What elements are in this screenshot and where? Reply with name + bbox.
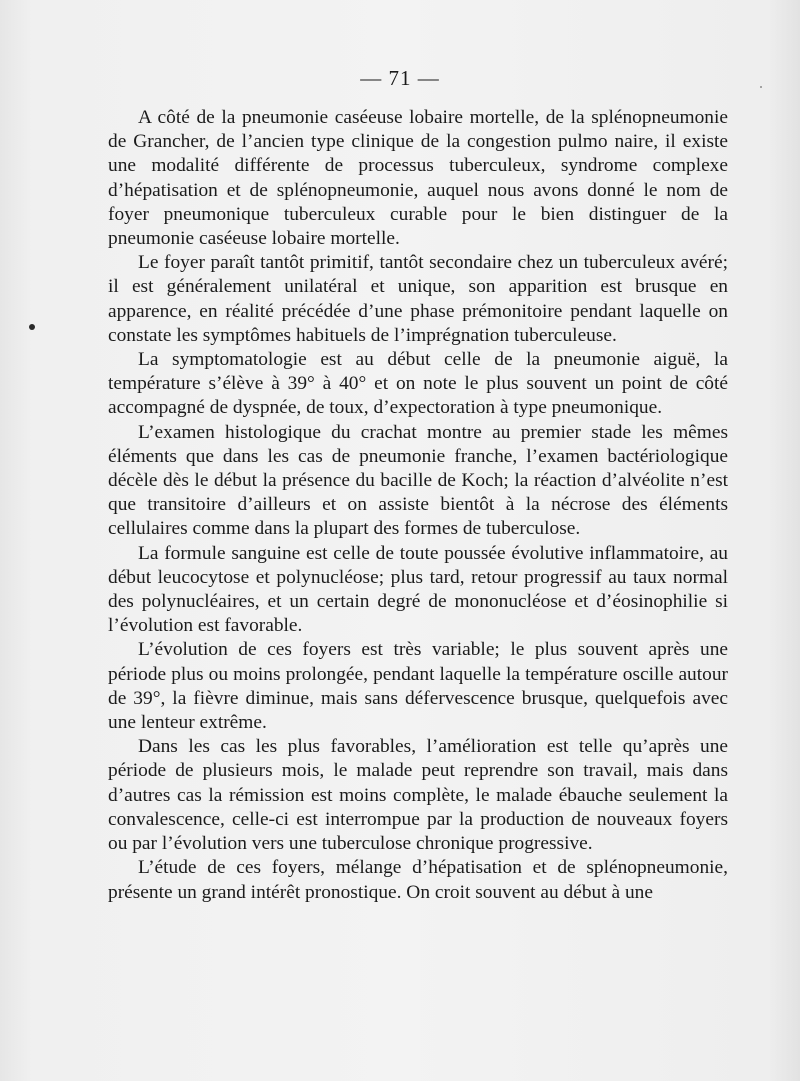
ink-spot xyxy=(29,324,35,330)
paragraph: L’étude de ces foyers, mélange d’hépatisation et de splénopneumonie, présente un grand intérêt pronostique. On croit souvent au début à une xyxy=(108,857,728,903)
page-number: — 71 — xyxy=(360,66,440,90)
paragraph: Le foyer paraît tantôt primitif, tantôt secondaire chez un tuberculeux avéré; il est généralement unilatéral et unique, son apparition est brusque en apparence, en réalité précédée d’une phase prémonitoire pendant laquelle on constate les symptômes habituels de l’imprégnation tuberculeuse. xyxy=(108,252,728,346)
paragraph: Dans les cas les plus favorables, l’amélioration est telle qu’après une période de plusieurs mois, le malade peut reprendre son travail, mais dans d’autres cas la rémission est moins complète, le malade ébauche seulement la convalescence, celle-ci est interrompue par la production de nouveaux foyers ou par l’évolution vers une tuberculose chronique progressive. xyxy=(108,736,728,855)
paragraph: L’évolution de ces foyers est très variable; le plus souvent après une période plus ou moins prolongée, pendant laquelle la température oscille autour de 39°, la fièvre diminue, mais sans défervescence brusque, quelquefois avec une lenteur extrême. xyxy=(108,639,728,734)
paragraph: A côté de la pneumonie caséeuse lobaire mortelle, de la splénopneumonie de Grancher, de l’ancien type clinique de la congestion pulmo naire, il existe une modalité différente de processus tuberculeux, syndrome complexe d’hépatisation et de splénopneumonie, auquel nous avons donné le nom de foyer pneumonique tuberculeux curable pour le bien distinguer de la pneumonie caséeuse lobaire mortelle. xyxy=(108,107,728,250)
paragraph: La formule sanguine est celle de toute poussée évolutive inflammatoire, au début leucocytose et polynucléose; plus tard, retour progressif au taux normal des polynucléaires, et un certain degré de mononucléose et d’éosinophilie si l’évolution est favorable. xyxy=(108,542,728,637)
body-text xyxy=(108,106,728,905)
paragraph: L’examen histologique du crachat montre au premier stade les mêmes éléments que dans les cas de pneumonie franche, l’examen bactériologique décèle dès le début la présence du bacille de Koch; la réaction d’alvéolite n’est que transitoire d’ailleurs et on assiste bientôt à la nécrose des éléments cellulaires comme dans la plupart des formes de tuberculose. xyxy=(108,421,728,540)
paragraph: La symptomatologie est au début celle de la pneumonie aiguë, la température s’élève à 39° à 40° et on note le plus souvent un point de côté accompagné de dyspnée, de toux, d’expectoration à type pneumonique. xyxy=(108,349,728,419)
